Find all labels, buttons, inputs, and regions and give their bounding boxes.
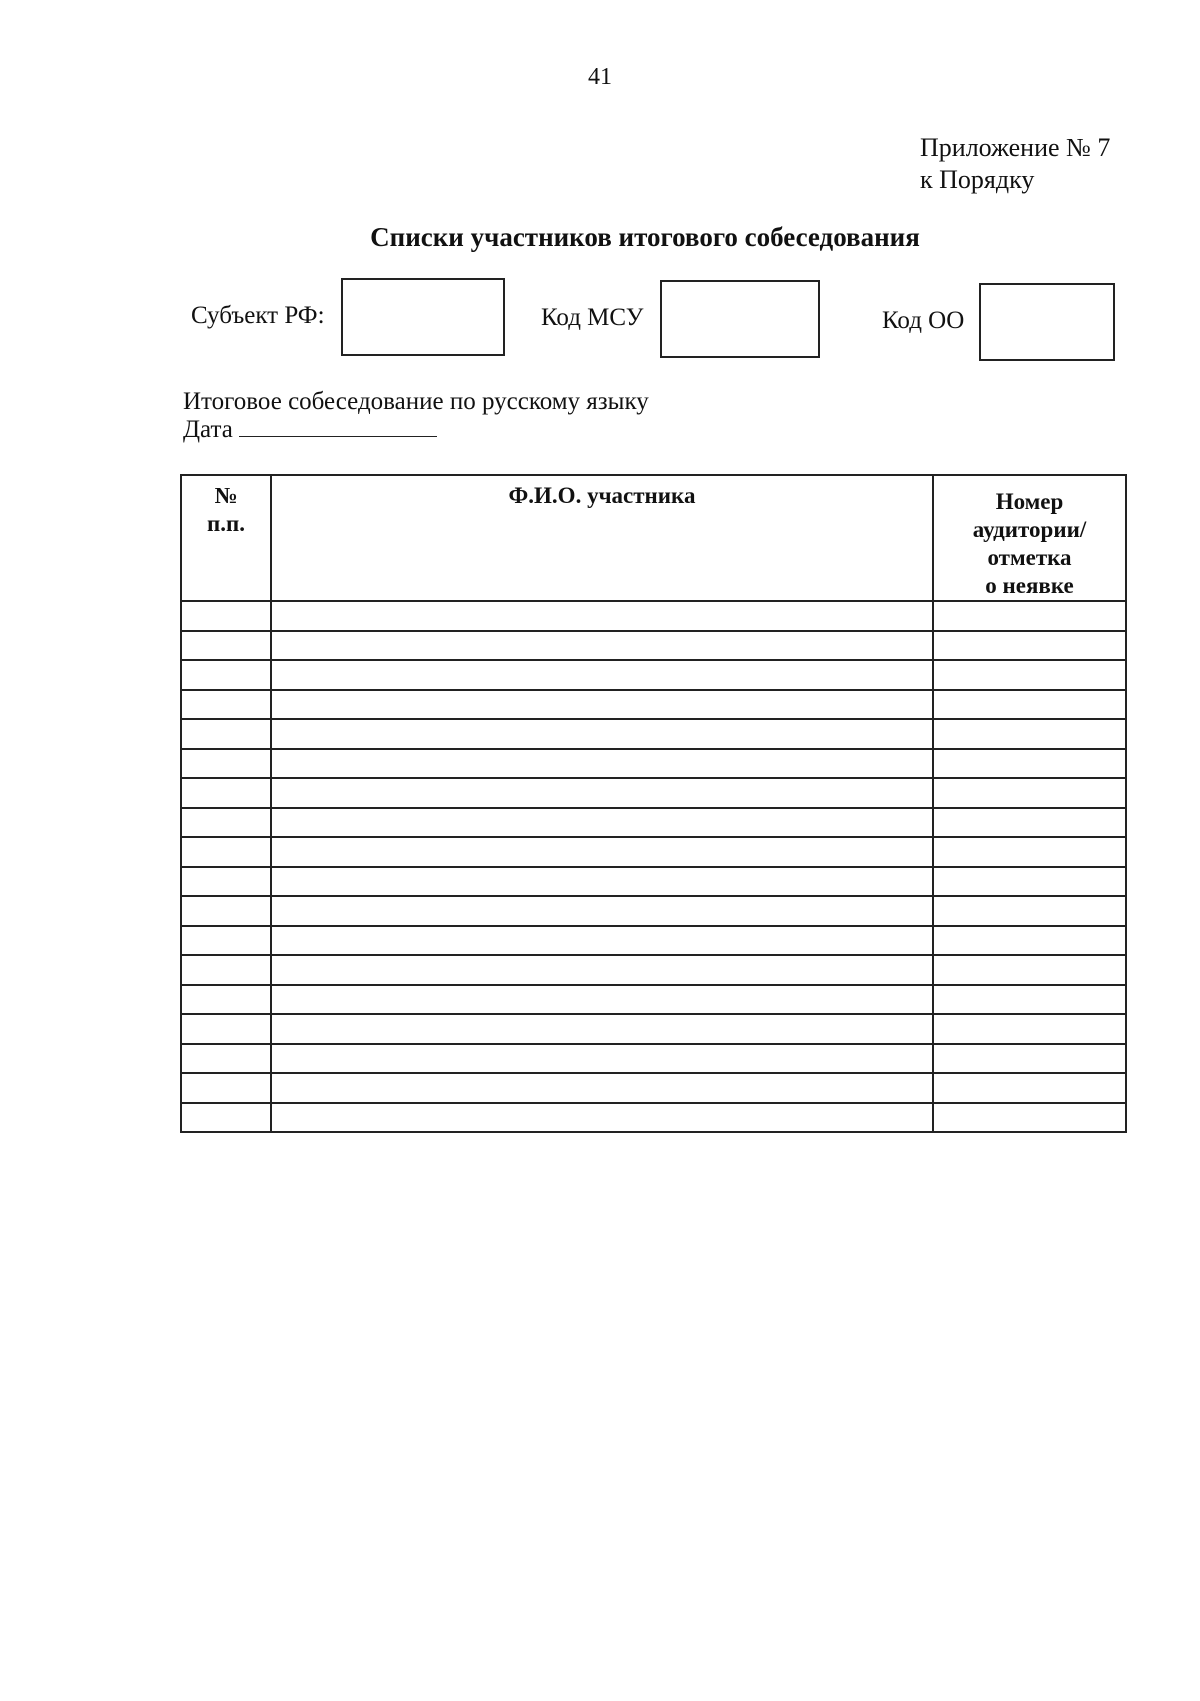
table-body: [181, 601, 1126, 1132]
table-row: [181, 1044, 1126, 1074]
cell-num[interactable]: [181, 1073, 271, 1103]
cell-room[interactable]: [933, 808, 1126, 838]
header-room: [933, 475, 1126, 601]
table-row: [181, 808, 1126, 838]
cell-fio[interactable]: [271, 985, 933, 1015]
cell-room[interactable]: [933, 719, 1126, 749]
cell-num[interactable]: [181, 926, 271, 956]
cell-room[interactable]: [933, 926, 1126, 956]
cell-fio[interactable]: [271, 1014, 933, 1044]
cell-fio[interactable]: [271, 955, 933, 985]
cell-num[interactable]: [181, 778, 271, 808]
cell-num[interactable]: [181, 896, 271, 926]
cell-num[interactable]: [181, 1103, 271, 1133]
cell-num[interactable]: [181, 1044, 271, 1074]
cell-fio[interactable]: [271, 808, 933, 838]
cell-fio[interactable]: [271, 601, 933, 631]
appendix-line-2: к Порядку: [920, 165, 1035, 194]
appendix-line-1: Приложение № 7: [920, 133, 1111, 162]
cell-num[interactable]: [181, 631, 271, 661]
table-row: [181, 601, 1126, 631]
table-row: [181, 896, 1126, 926]
header-fio: Ф.И.О. участника: [271, 475, 933, 601]
cell-fio[interactable]: [271, 719, 933, 749]
cell-num[interactable]: [181, 985, 271, 1015]
cell-room[interactable]: [933, 867, 1126, 897]
header-room-line-1: Номер: [995, 489, 1064, 514]
cell-num[interactable]: [181, 749, 271, 779]
document-title: Списки участников итогового собеседования: [370, 222, 920, 252]
header-number-line-1: №: [214, 483, 238, 508]
date-blank-line[interactable]: [239, 414, 437, 437]
table-row: [181, 1103, 1126, 1133]
page-number: 41: [588, 64, 612, 90]
cell-fio[interactable]: [271, 1044, 933, 1074]
cell-room[interactable]: [933, 837, 1126, 867]
cell-fio[interactable]: [271, 690, 933, 720]
table-row: [181, 690, 1126, 720]
header-room-line-4: о неявке: [985, 573, 1074, 598]
subject-code-box[interactable]: [341, 278, 505, 356]
table-header-row: [181, 475, 1126, 601]
cell-num[interactable]: [181, 690, 271, 720]
table-row: [181, 719, 1126, 749]
cell-fio[interactable]: [271, 867, 933, 897]
cell-room[interactable]: [933, 660, 1126, 690]
header-room-line-2: аудитории/: [972, 517, 1087, 542]
cell-fio[interactable]: [271, 660, 933, 690]
cell-num[interactable]: [181, 955, 271, 985]
date-label: Дата: [183, 416, 233, 443]
cell-fio[interactable]: [271, 778, 933, 808]
cell-fio[interactable]: [271, 1103, 933, 1133]
table-row: [181, 867, 1126, 897]
cell-num[interactable]: [181, 660, 271, 690]
cell-fio[interactable]: [271, 837, 933, 867]
table-row: [181, 660, 1126, 690]
cell-num[interactable]: [181, 837, 271, 867]
cell-room[interactable]: [933, 778, 1126, 808]
table-row: [181, 955, 1126, 985]
exam-description: Итоговое собеседование по русскому языку: [183, 388, 649, 415]
table-row: [181, 837, 1126, 867]
header-room-line-3: отметка: [987, 545, 1072, 570]
table-row: [181, 1073, 1126, 1103]
cell-num[interactable]: [181, 601, 271, 631]
date-field: [183, 414, 437, 444]
cell-room[interactable]: [933, 1014, 1126, 1044]
table-row: [181, 1014, 1126, 1044]
header-number-line-2: п.п.: [206, 511, 245, 536]
cell-room[interactable]: [933, 985, 1126, 1015]
oo-label: Код ОО: [882, 307, 965, 334]
cell-room[interactable]: [933, 1073, 1126, 1103]
msu-label: Код МСУ: [541, 304, 644, 331]
table-row: [181, 926, 1126, 956]
header-number: [181, 475, 271, 601]
cell-room[interactable]: [933, 749, 1126, 779]
table-row: [181, 985, 1126, 1015]
oo-code-box[interactable]: [979, 283, 1115, 361]
participants-table: [180, 474, 1127, 1133]
cell-room[interactable]: [933, 1103, 1126, 1133]
cell-room[interactable]: [933, 955, 1126, 985]
table-row: [181, 749, 1126, 779]
msu-code-box[interactable]: [660, 280, 820, 358]
cell-num[interactable]: [181, 808, 271, 838]
appendix-reference: [920, 132, 1110, 196]
cell-fio[interactable]: [271, 926, 933, 956]
cell-room[interactable]: [933, 601, 1126, 631]
cell-fio[interactable]: [271, 896, 933, 926]
cell-fio[interactable]: [271, 1073, 933, 1103]
cell-num[interactable]: [181, 867, 271, 897]
subject-label: Субъект РФ:: [191, 302, 325, 329]
table-row: [181, 778, 1126, 808]
cell-room[interactable]: [933, 1044, 1126, 1074]
cell-fio[interactable]: [271, 749, 933, 779]
cell-fio[interactable]: [271, 631, 933, 661]
cell-room[interactable]: [933, 896, 1126, 926]
cell-num[interactable]: [181, 1014, 271, 1044]
table-row: [181, 631, 1126, 661]
cell-room[interactable]: [933, 690, 1126, 720]
cell-num[interactable]: [181, 719, 271, 749]
cell-room[interactable]: [933, 631, 1126, 661]
